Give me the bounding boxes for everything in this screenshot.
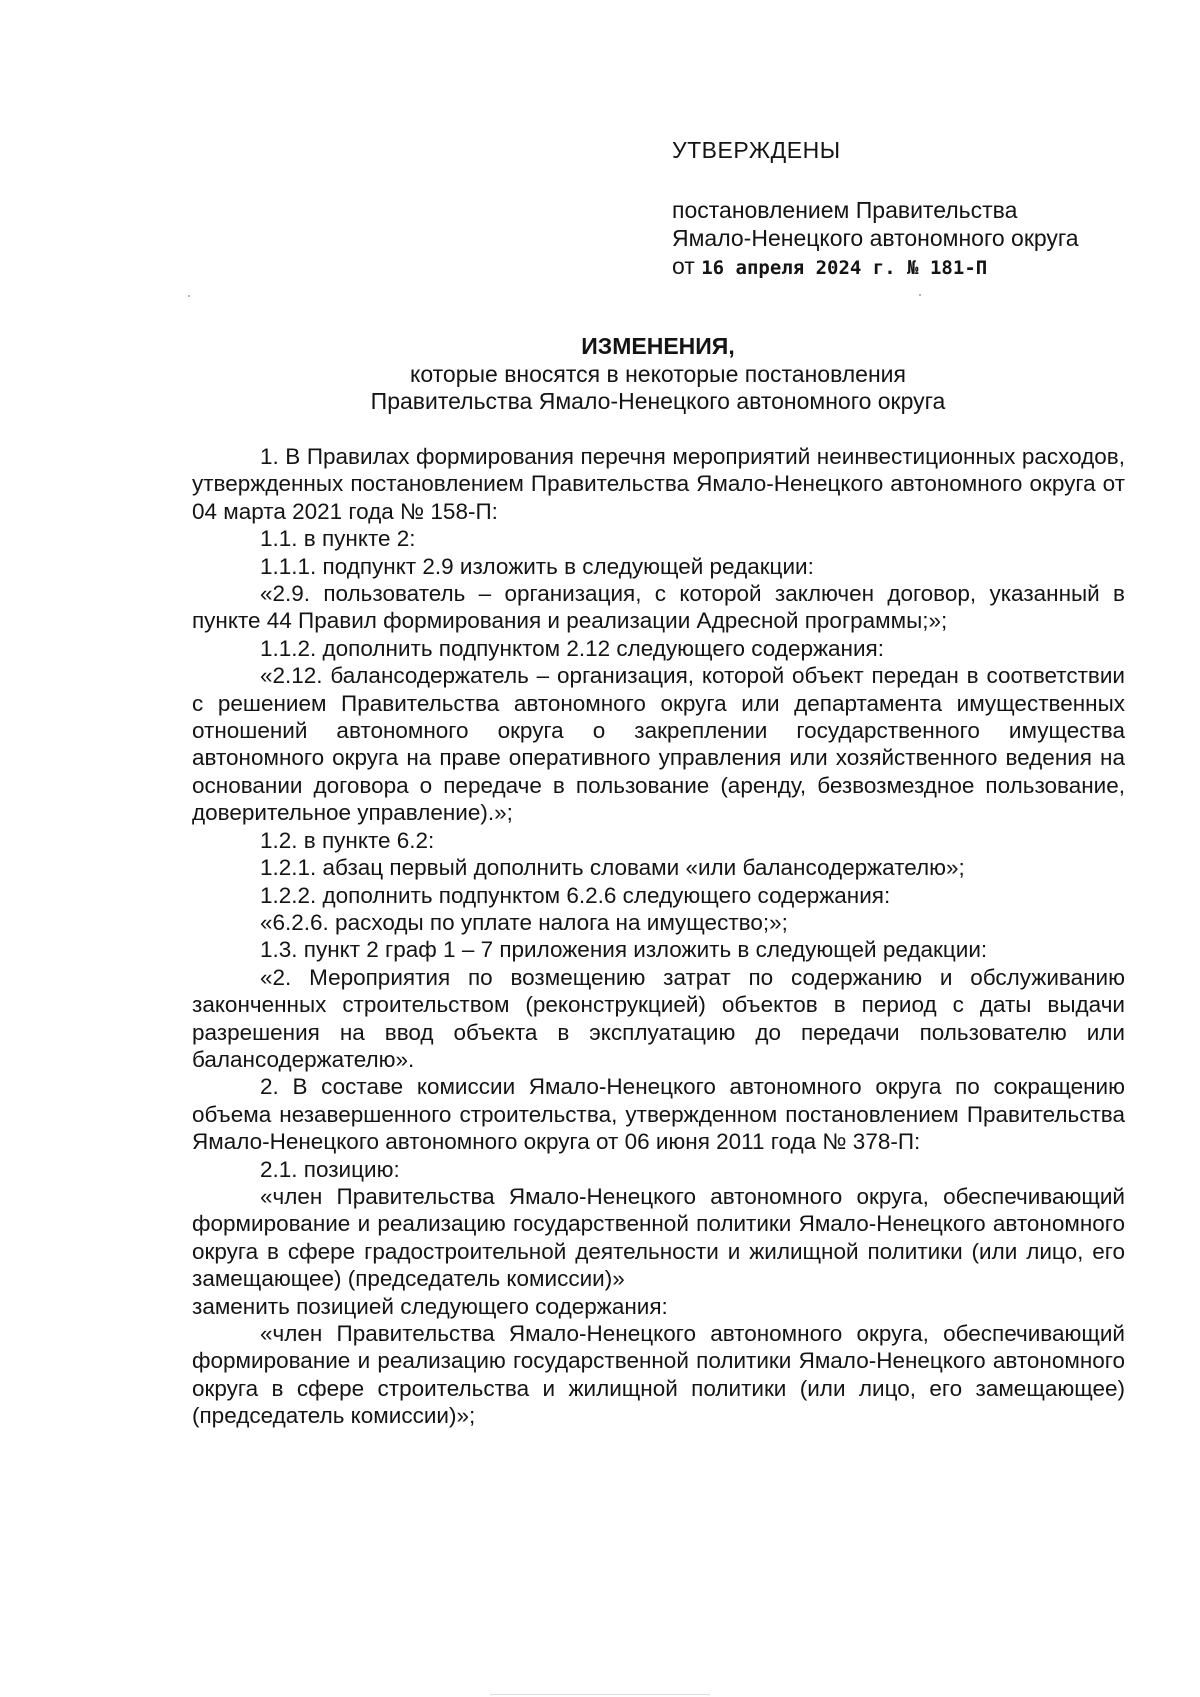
paragraph-quote-6-2-6: «6.2.6. расходы по уплате налога на имущество;»;: [260, 909, 788, 935]
paragraph-1-1-1: 1.1.1. подпункт 2.9 изложить в следующей редакции:: [260, 553, 814, 579]
document-heading: [190, 333, 1126, 415]
scan-speck-2: [188, 295, 190, 297]
approval-line-2: Ямало-Ненецкого автономного округа: [672, 225, 1079, 251]
approval-stamp: УТВЕРЖДЕНЫ: [672, 137, 841, 163]
paragraph-quote-old-position: «член Правительства Ямало-Ненецкого автономного округа, обеспечивающий формирование и реализацию государственной политики Ямало-Ненецкого автономного округа в сфере градостроительной деятельности и жилищной политики (или лицо, его замещающее) (председатель комиссии)»: [192, 1183, 1125, 1292]
approval-date-prefix: от: [672, 253, 702, 279]
paragraph-1-1: 1.1. в пункте 2:: [260, 526, 416, 552]
paragraph-2: 2. В составе комиссии Ямало-Ненецкого автономного округа по сокращению объема незавершенного строительства, утвержденном постановлением Правительства Ямало-Ненецкого автономного округа от 06 июня 2011 года № 378-П:: [192, 1074, 1125, 1155]
paragraph-1-2-1: 1.2.1. абзац первый дополнить словами «или балансодержателю»;: [260, 855, 965, 881]
paragraph-1-2: 1.2. в пункте 6.2:: [260, 827, 435, 853]
approval-block: [672, 136, 1142, 282]
document-subtitle-line-2: Правительства Ямало-Ненецкого автономного округа: [370, 388, 946, 414]
approval-date-number: 16 апреля 2024 г. № 181-П: [701, 257, 988, 279]
document-subtitle-line-1: которые вносятся в некоторые постановления: [410, 361, 906, 387]
approval-date-line: [672, 252, 1142, 282]
paragraph-1-2-2: 1.2.2. дополнить подпунктом 6.2.6 следующего содержания:: [260, 882, 891, 908]
paragraph-2-1: 2.1. позицию:: [260, 1156, 400, 1182]
approval-line-1: постановлением Правительства: [672, 197, 1018, 223]
paragraph-1-3: 1.3. пункт 2 граф 1 – 7 приложения изложить в следующей редакции:: [260, 937, 988, 963]
scan-speck-1: [919, 294, 921, 296]
paragraph-quote-2-9: «2.9. пользователь – организация, с которой заключен договор, указанный в пункте 44 Правил формирования и реализации Адресной программы;»;: [192, 581, 1125, 634]
paragraph-replace-with: заменить позицией следующего содержания:: [192, 1293, 668, 1319]
paragraph-1: 1. В Правилах формирования перечня мероприятий неинвестиционных расходов, утвержденных постановлением Правительства Ямало-Ненецкого автономного округа от 04 марта 2021 года № 158-П:: [192, 444, 1125, 524]
document-body: [192, 443, 1125, 1430]
paragraph-1-1-2: 1.1.2. дополнить подпунктом 2.12 следующего содержания:: [260, 635, 884, 661]
paragraph-quote-2: «2. Мероприятия по возмещению затрат по содержанию и обслуживанию законченных строительством (реконструкцией) объектов в период с даты выдачи разрешения на ввод объекта в эксплуатацию до передачи пользователю или балансодержателю».: [192, 964, 1125, 1072]
paragraph-quote-2-12: «2.12. балансодержатель – организация, которой объект передан в соответствии с решением Правительства автономного округа или департамента имущественных отношений автономного округа о закреплении государственного имущества автономного округа на праве оперативного управления или хозяйственного ведения на основании договора о передаче в пользование (аренду, безвозмездное пользование, доверительное управление).»;: [192, 663, 1125, 826]
paragraph-quote-new-position: «член Правительства Ямало-Ненецкого автономного округа, обеспечивающий формирование и реализацию государственной политики Ямало-Ненецкого автономного округа в сфере строительства и жилищной политики (или лицо, его замещающее) (председатель комиссии)»;: [192, 1321, 1125, 1429]
document-title: ИЗМЕНЕНИЯ,: [581, 333, 735, 359]
scan-bottom-artifact: [490, 1694, 710, 1695]
